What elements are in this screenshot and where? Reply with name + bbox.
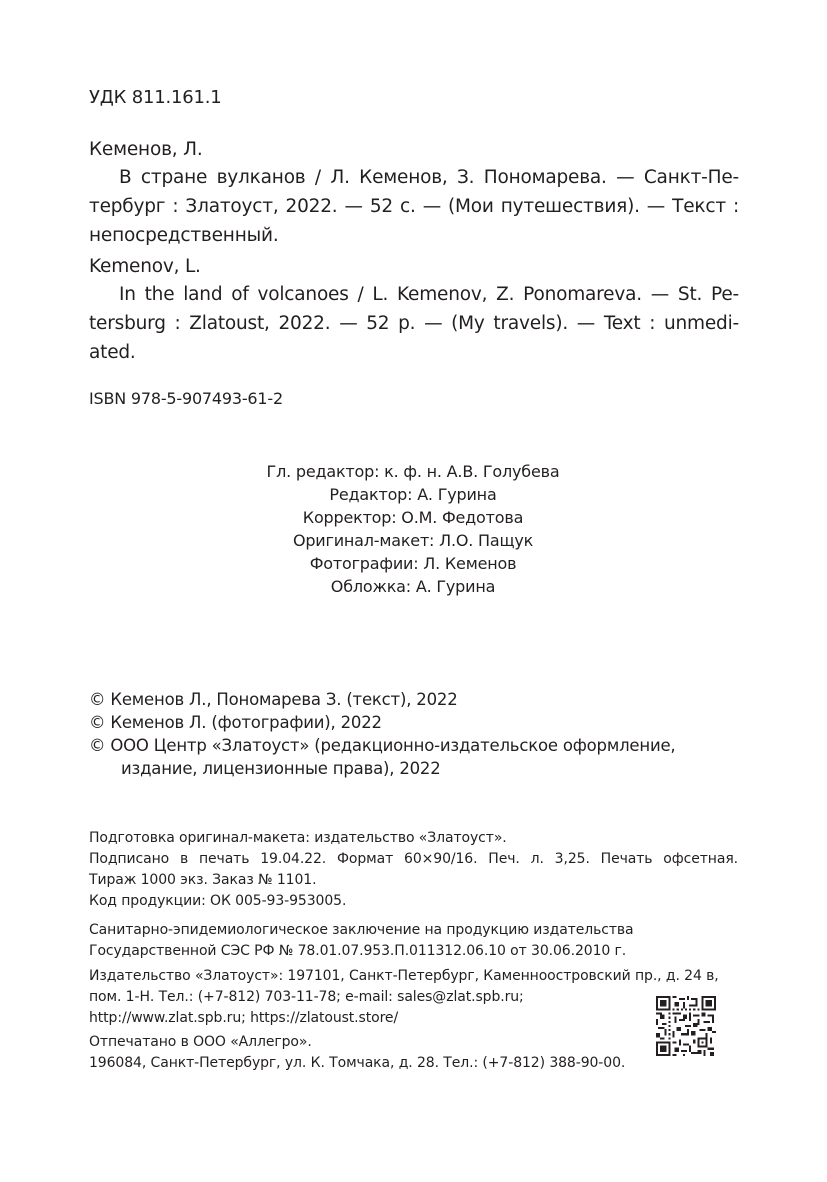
qr-code-icon <box>656 996 716 1056</box>
production-info <box>89 828 738 912</box>
production-line: Тираж 1000 экз. Заказ № 1101. <box>89 872 317 888</box>
record-ru-line-3: непосредственный. <box>89 225 279 246</box>
publisher-contacts: пом. 1-Н. Тел.: (+7-812) 703-11-78; e-mail: sales@zlat.spb.ru; <box>89 989 524 1005</box>
copyright-line: © Кеменов Л. (фотографии), 2022 <box>89 713 382 732</box>
credit-chief-editor: Гл. редактор: к. ф. н. А.В. Голубева <box>266 462 560 481</box>
credit-layout: Оригинал-макет: Л.О. Пащук <box>292 531 534 550</box>
sanitary-certificate <box>89 920 738 962</box>
bibliographic-record-ru <box>89 163 739 250</box>
production-line: Подготовка оригинал-макета: издательство «Златоуст». <box>89 830 507 846</box>
credit-editor: Редактор: А. Гурина <box>329 485 497 504</box>
record-ru-line-1: В стране вулканов / Л. Кеменов, З. Пономарева. — Санкт-Пе- <box>119 167 739 188</box>
isbn: ISBN 978-5-907493-61-2 <box>89 389 283 408</box>
publisher-info <box>89 966 738 1029</box>
sanitary-line: Государственной СЭС РФ № 78.01.07.953.П.011312.06.10 от 30.06.2010 г. <box>89 943 627 959</box>
copyright-block <box>89 688 675 780</box>
record-en-line-2: tersburg : Zlatoust, 2022. — 52 p. — (My travels). — Text : unmedi- <box>89 313 739 334</box>
printer-info <box>89 1032 738 1074</box>
copyright-line: © ООО Центр «Златоуст» (редакционно-издательское оформление, <box>89 736 676 755</box>
bibliographic-record-en <box>89 280 739 367</box>
sanitary-line: Санитарно-эпидемиологическое заключение на продукцию издательства <box>89 922 634 938</box>
record-ru-line-2: тербург : Златоуст, 2022. — 52 с. — (Мои путешествия). — Текст : <box>89 196 739 217</box>
record-en-line-1: In the land of volcanoes / L. Kemenov, Z. Ponomareva. — St. Pe- <box>119 284 739 305</box>
author-ru: Кеменов, Л. <box>89 139 203 160</box>
publisher-address: Издательство «Златоуст»: 197101, Санкт-Петербург, Каменноостровский пр., д. 24 в, <box>89 968 719 984</box>
production-line: Код продукции: ОК 005-93-953005. <box>89 893 347 909</box>
udk-code: УДК 811.161.1 <box>89 87 222 108</box>
copyright-line: издание, лицензионные права), 2022 <box>121 759 441 778</box>
copyright-line: © Кеменов Л., Пономарева З. (текст), 2022 <box>89 690 458 709</box>
author-en: Kemenov, L. <box>89 256 201 277</box>
publisher-websites: http://www.zlat.spb.ru; https://zlatoust.store/ <box>89 1010 399 1026</box>
credit-proofreader: Корректор: О.М. Федотова <box>302 508 524 527</box>
credit-photos: Фотографии: Л. Кеменов <box>309 554 517 573</box>
credit-cover: Обложка: А. Гурина <box>330 577 496 596</box>
printer-address: 196084, Санкт-Петербург, ул. К. Томчака, д. 28. Тел.: (+7-812) 388-90-00. <box>89 1055 626 1071</box>
printer-name: Отпечатано в ООО «Аллегро». <box>89 1034 312 1050</box>
record-en-line-3: ated. <box>89 342 136 363</box>
production-line: Подписано в печать 19.04.22. Формат 60×90/16. Печ. л. 3,25. Печать офсетная. <box>89 851 738 867</box>
credits-block <box>213 460 613 598</box>
